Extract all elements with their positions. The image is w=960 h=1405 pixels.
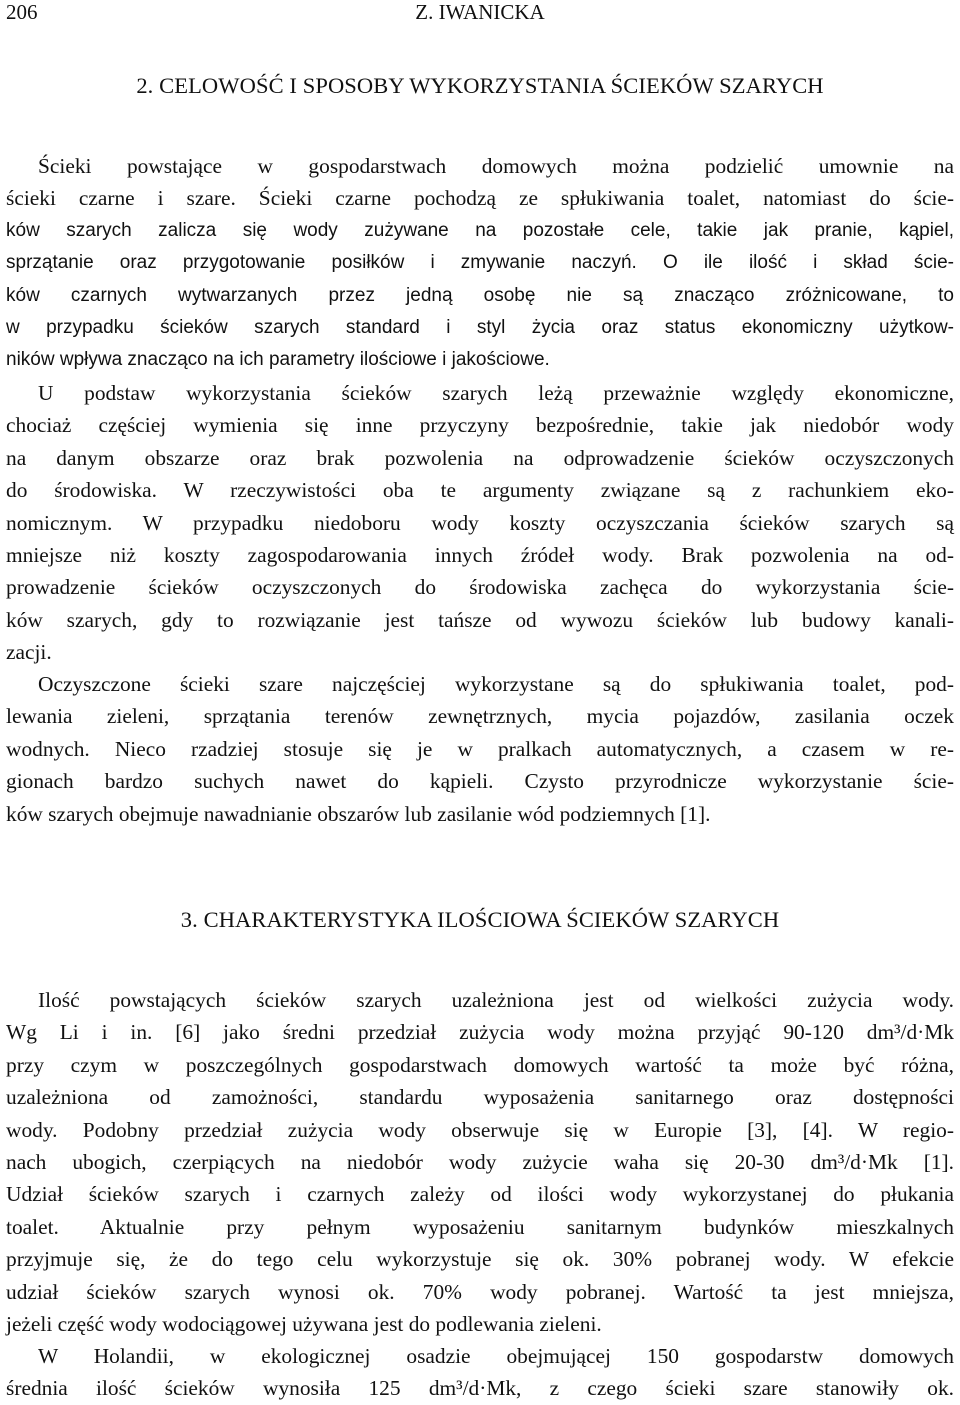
- text-line: prowadzenie ścieków oczyszczonych do środowiska zachęca do wykorzystania ście-: [6, 575, 954, 600]
- text-line: W Holandii, w ekologicznej osadzie obejmującej 150 gospodarstw domowych: [38, 1344, 954, 1368]
- text-line: Oczyszczone ścieki szare najczęściej wykorzystane są do spłukiwania toalet, pod-: [38, 672, 954, 696]
- text-line: Ilość powstających ścieków szarych uzależniona jest od wielkości zużycia wody.: [38, 988, 954, 1012]
- text-line: wody. Podobny przedział zużycia wody obserwuje się w Europie [3], [4]. W regio-: [6, 1117, 954, 1142]
- text-line: mniejsze niż koszty zagospodarowania innych źródeł wody. Brak pozwolenia na od-: [6, 542, 954, 567]
- text-line: ków szarych, gdy to rozwiązanie jest tańsze od wywozu ścieków lub budowy kanali-: [6, 607, 954, 632]
- text-line: udział ścieków szarych wynosi ok. 70% wody pobranej. Wartość ta jest mniejsza,: [6, 1279, 954, 1304]
- section-2-paragraph-3: [6, 668, 954, 830]
- text-line: toalet. Aktualnie przy pełnym wyposażeniu sanitarnym budynków mieszkalnych: [6, 1214, 954, 1239]
- page-header: [6, 0, 954, 24]
- text-line: Wg Li i in. [6] jako średni przedział zużycia wody można przyjąć 90-120 dm³/d·Mk: [6, 1020, 954, 1045]
- text-line: uzależniona od zamożności, standardu wyposażenia sanitarnego oraz dostępności: [6, 1085, 954, 1110]
- text-line: na danym obszarze oraz brak pozwolenia na odprowadzenie ścieków oczyszczonych: [6, 445, 954, 470]
- text-line: chociaż częściej wymienia się inne przyczyny bezpośrednie, takie jak niedobór wody: [6, 413, 954, 438]
- text-line: gionach bardzo suchych nawet do kąpieli. Czysto przyrodnicze wykorzystanie ście-: [6, 769, 954, 794]
- text-line: ścieki czarne i szare. Ścieki czarne pochodzą ze spłukiwania toalet, natomiast do ście-: [6, 186, 954, 211]
- text-line: U podstaw wykorzystania ścieków szarych leżą przeważnie względy ekonomiczne,: [38, 381, 954, 405]
- text-line: wodnych. Nieco rzadziej stosuje się je w pralkach automatycznych, a czasem w re-: [6, 736, 954, 761]
- text-line: ków szarych obejmuje nawadnianie obszarów lub zasilanie wód podziemnych [1].: [6, 801, 711, 826]
- text-line: jeżeli część wody wodociągowej używana jest do podlewania zieleni.: [6, 1311, 602, 1336]
- text-line: do środowiska. W rzeczywistości oba te argumenty związane są z rachunkiem eko-: [6, 478, 954, 503]
- text-line: Udział ścieków szarych i czarnych zależy od ilości wody wykorzystanej do płukania: [6, 1182, 954, 1207]
- text-line: ków szarych zalicza się wody zużywane na pozostałe cele, takie jak pranie, kąpiel,: [6, 219, 954, 241]
- text-line: sprzątanie oraz przygotowanie posiłków i zmywanie naczyń. O ile ilość i skład ście-: [6, 252, 954, 274]
- section-2-paragraph-1: [6, 150, 954, 377]
- text-line: Ścieki powstające w gospodarstwach domowych można podzielić umownie na: [38, 154, 954, 178]
- text-line: w przypadku ścieków szarych standard i styl życia oraz status ekonomiczny użytkow-: [6, 316, 954, 338]
- text-line: lewania zieleni, sprzątania terenów zewnętrznych, mycia pojazdów, zasilania oczek: [6, 704, 954, 729]
- text-line: przyjmuje się, że do tego celu wykorzystuje się ok. 30% pobranej wody. W efekcie: [6, 1247, 954, 1272]
- text-line: nach ubogich, czerpiących na niedobór wody zużycie waha się 20-30 dm³/d·Mk [1].: [6, 1149, 954, 1174]
- page-number: 206: [6, 0, 38, 24]
- section-3-paragraph-2: [6, 1340, 954, 1405]
- text-line: przy czym w poszczególnych gospodarstwach domowych wartość ta może być różna,: [6, 1052, 954, 1077]
- text-line: zacji.: [6, 640, 52, 665]
- section-3-paragraph-1: [6, 984, 954, 1340]
- section-2-heading: 2. CELOWOŚĆ I SPOSOBY WYKORZYSTANIA ŚCIEKÓW SZARYCH: [136, 73, 824, 98]
- running-title: Z. IWANICKA: [415, 0, 545, 24]
- text-line: średnia ilość ścieków wynosiła 125 dm³/d·Mk, z czego ścieki szare stanowiły ok.: [6, 1376, 954, 1401]
- section-3-heading: 3. CHARAKTERYSTYKA ILOŚCIOWA ŚCIEKÓW SZARYCH: [180, 907, 780, 932]
- section-2-paragraph-2: [6, 377, 954, 669]
- text-line: ków czarnych wytwarzanych przez jedną osobę nie są znacząco zróżnicowane, to: [6, 284, 954, 306]
- text-line: nomicznym. W przypadku niedoboru wody koszty oczyszczania ścieków szarych są: [6, 510, 954, 535]
- text-line: ników wpływa znacząco na ich parametry ilościowe i jakościowe.: [6, 349, 550, 371]
